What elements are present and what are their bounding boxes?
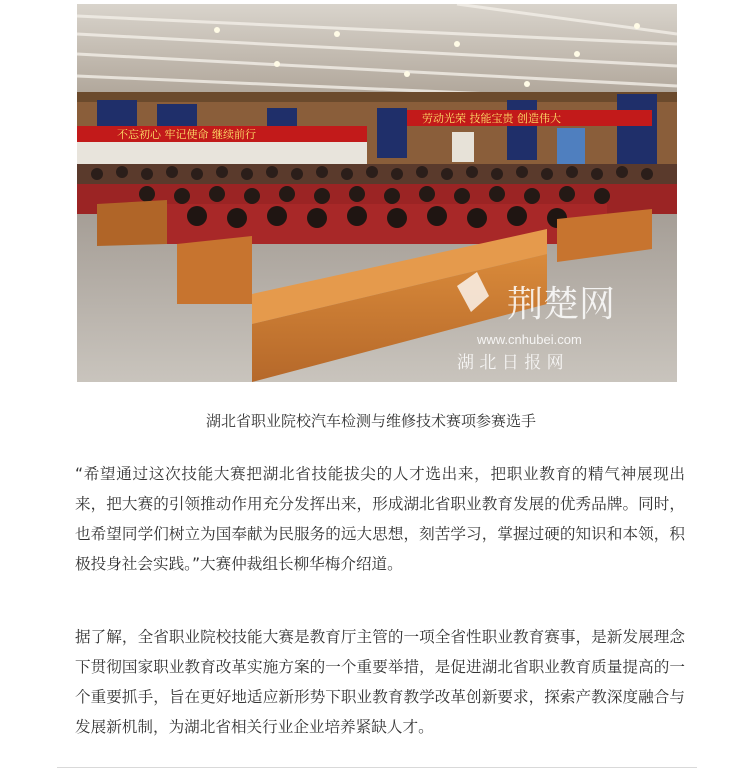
watermark-logo-text: 荆楚网 <box>507 284 616 325</box>
banner-left-text: 不忘初心 牢记使命 继续前行 <box>117 128 256 141</box>
banner-right-text: 劳动光荣 技能宝贵 创造伟大 <box>422 112 561 125</box>
article-paragraph: 据了解，全省职业院校技能大赛是教育厅主管的一项全省性职业教育赛事，是新发展理念下贯彻国家职业教育改革实施方案的一个重要举措，是促进湖北省职业教育质量提高的一个重要抓手，旨在更好地适应新形势下职业教育教学改革创新要求，探索产教深度融合与发展新机制，为湖北省相关行业企业培养紧缺人才。 <box>75 628 685 736</box>
article-photo <box>77 4 677 382</box>
article-paragraph: “希望通过这次技能大赛把湖北省技能拔尖的人才选出来，把职业教育的精气神展现出来，把大赛的引领推动作用充分发挥出来，形成湖北省职业教育发展的优秀品牌。同时，也希望同学们树立为国奉献为民服务的远大思想，刻苦学习，掌握过硬的知识和本领，积极投身社会实践。”大赛仲裁组长柳华梅介绍道。 <box>75 465 685 573</box>
bottom-divider <box>57 767 697 768</box>
watermark-url-text: www.cnhubei.com <box>477 332 582 347</box>
photo-caption: 湖北省职业院校汽车检测与维修技术赛项参赛选手 <box>205 412 536 430</box>
watermark-paper-text: 湖 北 日 报 网 <box>457 353 564 373</box>
